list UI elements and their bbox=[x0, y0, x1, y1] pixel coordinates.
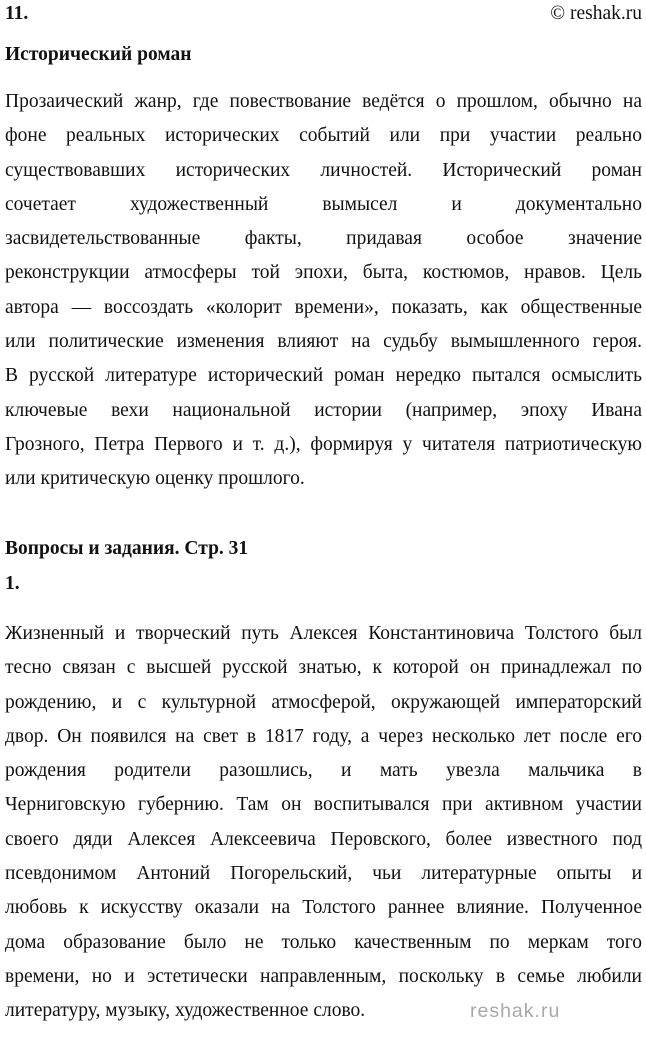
watermark: reshak.ru bbox=[470, 1000, 561, 1022]
text-line: засвидетельствованные факты, придавая особое значение bbox=[5, 228, 642, 250]
text-line: Жизненный и творческий путь Алексея Константиновича Толстого был bbox=[5, 623, 642, 644]
text-line: тесно связан с высшей русской знатью, к которой он принадлежал по bbox=[5, 657, 642, 679]
text-line: Грозного, Петра Первого и т. д.), формируя у читателя патриотическую bbox=[5, 433, 642, 455]
text-line: существовавших исторических личностей. Исторический роман bbox=[5, 159, 642, 181]
copyright-label: © reshak.ru bbox=[550, 3, 642, 24]
questions-heading: Вопросы и задания. Стр. 31 bbox=[5, 538, 249, 559]
paragraph-answer bbox=[5, 617, 642, 1029]
task-number: 11. bbox=[5, 3, 29, 24]
text-line: своего дяди Алексея Алексеевича Перовского, более известного под bbox=[5, 828, 642, 850]
text-line: псевдонимом Антоний Погорельский, чьи литературные опыты и bbox=[5, 863, 642, 885]
text-line: литературу, музыку, художественное слово. bbox=[5, 1000, 366, 1022]
text-line: или политические изменения влияют на судьбу вымышленного героя. bbox=[5, 331, 642, 353]
text-line: времени, но и эстетически направленным, поскольку в семье любили bbox=[5, 965, 642, 987]
text-line: рождения родители разошлись, и мать увезла мальчика в bbox=[5, 760, 642, 782]
text-line: фоне реальных исторических событий или при участии реально bbox=[5, 125, 642, 147]
text-line: В русской литературе исторический роман нередко пытался осмыслить bbox=[5, 365, 642, 387]
text-line: сочетает художественный вымысел и документально bbox=[5, 193, 642, 215]
text-line: реконструкции атмосферы той эпохи, быта, костюмов, нравов. Цель bbox=[5, 262, 642, 284]
text-line: любовь к искусству оказали на Толстого раннее влияние. Полученное bbox=[5, 897, 642, 919]
text-line: Прозаический жанр, где повествование ведётся о прошлом, обычно на bbox=[5, 91, 642, 112]
text-line: рождению, и с культурной атмосферой, окружающей императорский bbox=[5, 691, 642, 713]
text-line: дома образование было не только качественным по меркам того bbox=[5, 931, 642, 953]
text-line: двор. Он появился на свет в 1817 году, а через несколько лет после его bbox=[5, 725, 642, 747]
text-line: автора — воссоздать «колорит времени», показать, как общественные bbox=[5, 296, 642, 318]
question-number: 1. bbox=[5, 573, 20, 594]
paragraph-definition bbox=[5, 85, 642, 497]
section-title: Исторический роман bbox=[5, 44, 192, 65]
text-line: ключевые вехи национальной истории (например, эпоху Ивана bbox=[5, 399, 642, 421]
text-line: Черниговскую губернию. Там он воспитывался при активном участии bbox=[5, 794, 642, 816]
text-line: или критическую оценку прошлого. bbox=[5, 468, 305, 490]
page-header bbox=[5, 0, 642, 28]
